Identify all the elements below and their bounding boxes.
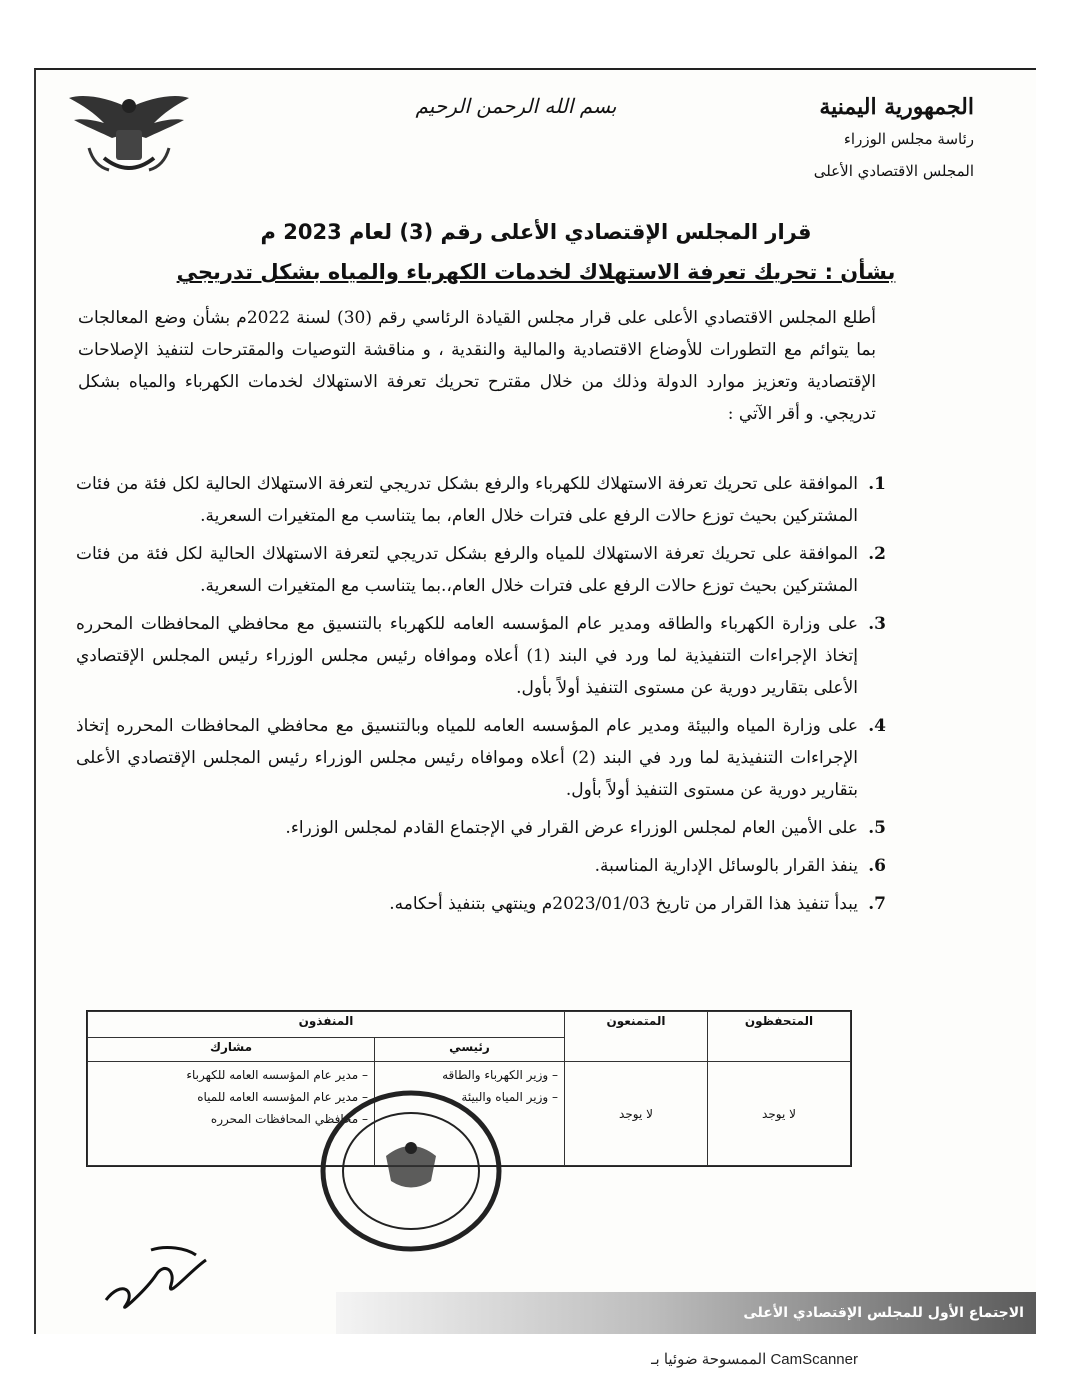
letterhead bbox=[794, 94, 974, 180]
official-stamp-icon bbox=[316, 1086, 506, 1256]
abstainers-header: المتمنعون bbox=[565, 1012, 708, 1062]
item-text: الموافقة على تحريك تعرفة الاستهلاك للكهرباء والرفع بشكل تدريجي لتعرفة الاستهلاك الحالية لكل فئة من فئات المشتركين بحيث توزع حالات الرفع على فترات خلال العام، بما يتناسب مع المتغيرات السعرية. bbox=[76, 474, 858, 526]
eagle-emblem-icon bbox=[64, 88, 194, 188]
list-item: – محافظي المحافظات المحرره bbox=[94, 1108, 368, 1130]
item-text: الموافقة على تحريك تعرفة الاستهلاك للمياه والرفع بشكل تدريجي لتعرفة الاستهلاك الحالية لكل فئة من فئات المشتركين بحيث توزع حالات الرفع على فترات خلال العام،.بما يتناسب مع المتغيرات السعرية. bbox=[76, 544, 858, 596]
item-text: على وزارة الكهرباء والطاقه ومدير عام المؤسسه العامه للكهرباء بالتنسيق مع محافظي المحافظات المحرره إتخاذ الإجراءات التنفيذية لما ورد في البند (1) أعلاه وموافاه رئيس مجلس الوزراء رئيس المجلس الإقتصادي الأعلى بتقارير دورية عن مستوى التنفيذ أولاً بأول. bbox=[76, 614, 859, 698]
item-text: على وزارة المياه والبيئة ومدير عام المؤسسه العامه للمياه وبالتنسيق مع محافظي المحافظات المحرره إتخاذ الإجراءات التنفيذية لما ورد في البند (2) أعلاه وموافاه رئيس مجلس الوزراء رئيس المجلس الإقتصادي الأعلى بتقارير دورية عن مستوى التنفيذ أولاً بأول. bbox=[76, 716, 859, 800]
item-number: 3. bbox=[868, 614, 886, 634]
executors-header: المنفذون bbox=[88, 1012, 565, 1038]
list-item: – مدير عام المؤسسه العامه للمياه bbox=[94, 1086, 368, 1108]
main-header: رئيسي bbox=[375, 1038, 565, 1062]
list-item bbox=[76, 710, 886, 806]
partner-header: مشارك bbox=[88, 1038, 375, 1062]
list-item bbox=[76, 888, 886, 920]
item-text: يبدأ تنفيذ هذا القرار من تاريخ 2023/01/03م وينتهي بتنفيذ أحكامه. bbox=[389, 894, 858, 914]
item-number: 7. bbox=[868, 894, 886, 914]
decision-subject: بشأن : تحريك تعرفة الاستهلاك لخدمات الكهرباء والمياه بشكل تدريجي bbox=[176, 260, 896, 284]
list-item bbox=[76, 538, 886, 602]
list-item bbox=[76, 608, 886, 704]
meeting-footer: الاجتماع الأول للمجلس الإقتصادي الأعلى bbox=[336, 1292, 1036, 1334]
document-page bbox=[34, 68, 1036, 1334]
intro-paragraph: أطلع المجلس الاقتصادي الأعلى على قرار مجلس القيادة الرئاسي رقم (30) لسنة 2022م بشأن وضع المعالجات بما يتوائم مع التطورات للأوضاع الاقتصادية والمالية والنقدية ، و مناقشة التوصيات والمقترحات لتنفيذ الإصلاحات الإقتصادية وتعزيز موارد الدولة وذلك من خلال مقترح تحريك تعرفة الاستهلاك لخدمات الكهرباء والمياه بشكل تدريجي. و أقر الآتي : bbox=[78, 308, 876, 424]
item-number: 4. bbox=[868, 716, 886, 736]
list-item: – وزير المياه والبيئة bbox=[381, 1086, 558, 1108]
decision-items bbox=[76, 468, 886, 926]
reservers-value: لا يوجد bbox=[708, 1062, 851, 1166]
list-item bbox=[76, 468, 886, 532]
item-number: 2. bbox=[868, 544, 886, 564]
item-number: 6. bbox=[868, 856, 886, 876]
item-number: 1. bbox=[868, 474, 886, 494]
list-item: – وزير الكهرباء والطاقه bbox=[381, 1064, 558, 1086]
abstainers-value: لا يوجد bbox=[565, 1062, 708, 1166]
scanner-watermark: الممسوحة ضوئيا بـ CamScanner bbox=[651, 1351, 858, 1368]
republic-name: الجمهورية اليمنية bbox=[819, 94, 974, 120]
decision-title: قرار المجلس الإقتصادي الأعلى رقم (3) لعام 2023 م bbox=[260, 220, 812, 244]
item-number: 5. bbox=[868, 818, 886, 838]
item-text: ينفذ القرار بالوسائل الإدارية المناسبة. bbox=[594, 856, 858, 876]
presidency-name: رئاسة مجلس الوزراء bbox=[843, 130, 974, 148]
basmala: بسم الله الرحمن الرحيم bbox=[415, 94, 617, 118]
council-name: المجلس الاقتصادي الأعلى bbox=[813, 162, 974, 180]
list-item bbox=[76, 812, 886, 844]
list-item bbox=[76, 850, 886, 882]
signature-icon bbox=[96, 1230, 216, 1320]
item-text: على الأمين العام لمجلس الوزراء عرض القرار في الإجتماع القادم لمجلس الوزراء. bbox=[285, 818, 858, 838]
list-item: – مدير عام المؤسسه العامه للكهرباء bbox=[94, 1064, 368, 1086]
reservers-header: المتحفظون bbox=[708, 1012, 851, 1062]
